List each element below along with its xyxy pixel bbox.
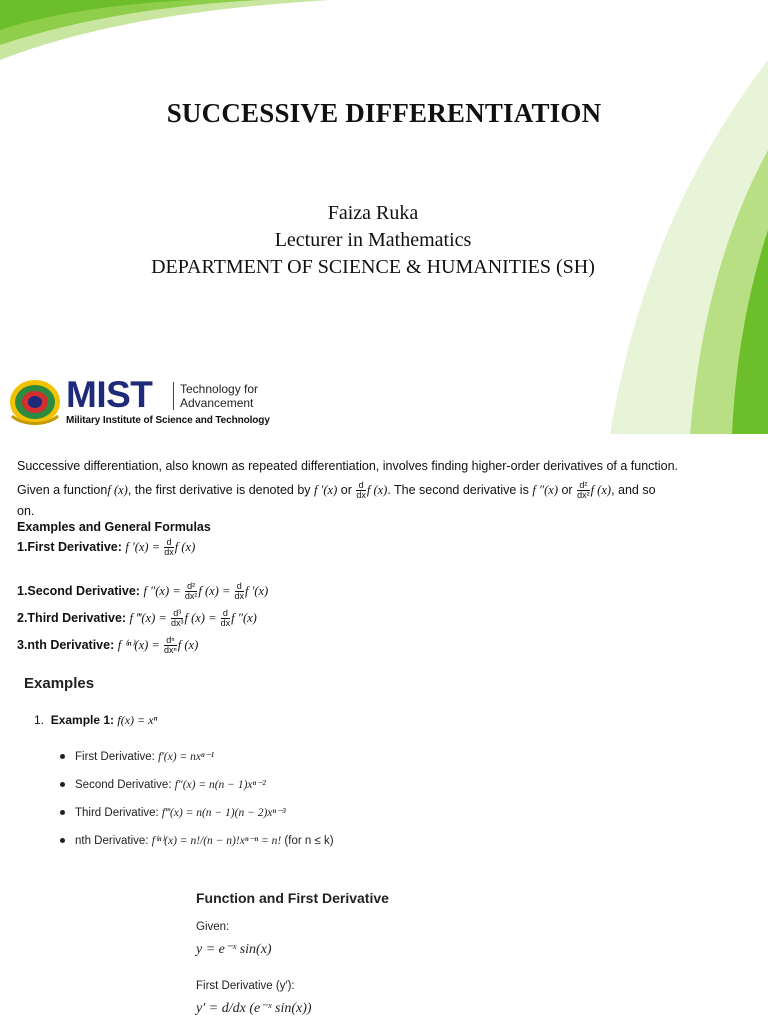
frac-num: d² — [185, 582, 198, 592]
mist-logo — [8, 374, 278, 430]
frac-den: dx — [234, 591, 245, 601]
bullet-item — [60, 743, 334, 771]
intro-math: f (x) — [107, 483, 128, 497]
intro-fraction — [356, 481, 366, 500]
intro-text: or — [337, 483, 356, 497]
bullet-dot-icon — [60, 754, 65, 759]
logo-full-name: Military Institute of Science and Technology — [66, 415, 270, 426]
example-1 — [34, 713, 157, 728]
frac-num: d³ — [171, 609, 184, 619]
mist-emblem-icon — [8, 376, 62, 428]
given-label: Given: — [196, 921, 230, 933]
intro-fraction — [577, 481, 590, 500]
intro-math: f ″(x) — [532, 483, 558, 497]
formula-math: f ‴(x) = — [129, 610, 170, 625]
formula-math: f ′(x) — [245, 583, 269, 598]
bullet-dot-icon — [60, 810, 65, 815]
formula-math: f (x) — [177, 637, 199, 652]
formula-fraction — [164, 538, 174, 557]
example-expr: f(x) = xⁿ — [117, 713, 158, 727]
formula-second — [17, 582, 268, 601]
frac-num: dⁿ — [164, 636, 177, 646]
bullet-label: Second Derivative: — [75, 779, 175, 791]
bullet-dot-icon — [60, 838, 65, 843]
formula-third — [17, 609, 257, 628]
bullet-item — [60, 827, 334, 855]
examples-heading: Examples and General Formulas — [17, 520, 211, 534]
frac-den: dx³ — [170, 618, 184, 628]
bullet-label: Third Derivative: — [75, 807, 162, 819]
formula-first — [17, 538, 195, 557]
example-label: Example 1: — [50, 713, 118, 727]
formula-math: f (x) — [174, 539, 196, 554]
bullet-expr: f‴(x) = n(n − 1)(n − 2)xⁿ⁻³ — [161, 807, 286, 819]
first-derivative-label: First Derivative (y′): — [196, 980, 295, 992]
intro-text: or — [558, 483, 577, 497]
intro-text: . The second derivative is — [387, 483, 533, 497]
logo-divider — [173, 382, 174, 410]
frac-den: dx — [356, 490, 366, 501]
intro-math: f (x) — [590, 483, 612, 497]
formula-math: f ″(x) = — [143, 583, 184, 598]
author-role: Lecturer in Mathematics — [274, 229, 472, 251]
formula-fraction — [185, 582, 198, 601]
intro-line-1: Successive differentiation, also known as repeated differentiation, involves finding higher-order derivatives of a function. — [17, 459, 679, 473]
formula-fraction — [235, 582, 245, 601]
formula-math: f ⁽ⁿ⁾(x) = — [117, 637, 163, 652]
intro-text: , the first derivative is denoted by — [127, 483, 315, 497]
frac-den: dx — [220, 618, 231, 628]
bullet-suffix: (for n ≤ k) — [281, 835, 334, 847]
formula-label: 3.nth Derivative: — [17, 637, 118, 652]
author-name: Faiza Ruka — [327, 202, 419, 224]
formula-fraction — [164, 636, 177, 655]
example-number: 1. — [34, 713, 45, 727]
intro-text: Given a function — [17, 483, 108, 497]
formula-fraction — [221, 609, 231, 628]
bullet-label: nth Derivative: — [75, 835, 152, 847]
frac-num: d — [356, 481, 366, 491]
given-expression: y = e⁻ˣ sin(x) — [196, 942, 272, 957]
bullet-label: First Derivative: — [75, 751, 159, 763]
first-derivative-expression: y′ = d/dx (e⁻ˣ sin(x)) — [196, 1001, 312, 1016]
formula-label: 1.Second Derivative: — [17, 583, 144, 598]
formula-math: f ′(x) = — [125, 539, 164, 554]
frac-den: dxⁿ — [163, 645, 177, 655]
intro-line-3: on. — [17, 504, 35, 518]
slide-title: SUCCESSIVE DIFFERENTIATION — [166, 98, 602, 128]
logo-tagline-1: Technology for — [180, 382, 259, 396]
frac-num: d — [164, 538, 174, 548]
frac-den: dx² — [184, 591, 198, 601]
intro-math: f (x) — [366, 483, 388, 497]
frac-num: d² — [577, 481, 590, 491]
formula-label: 2.Third Derivative: — [17, 610, 130, 625]
derivative-bullet-list — [60, 743, 334, 855]
logo-tagline-2: Advancement — [180, 396, 254, 410]
formula-math: f (x) = — [184, 610, 220, 625]
intro-line-2 — [17, 480, 757, 500]
bullet-dot-icon — [60, 782, 65, 787]
title-slide — [0, 0, 768, 434]
frac-den: dx — [164, 547, 174, 557]
formula-label: 1.First Derivative: — [17, 539, 126, 554]
function-section-title: Function and First Derivative — [196, 890, 389, 906]
bullet-expr: f″(x) = n(n − 1)xⁿ⁻² — [174, 779, 266, 791]
formula-math: f (x) = — [198, 583, 234, 598]
formula-nth — [17, 636, 198, 655]
examples-title: Examples — [24, 675, 95, 692]
formula-fraction — [171, 609, 184, 628]
department: DEPARTMENT OF SCIENCE & HUMANITIES (SH) — [151, 256, 595, 278]
intro-math: f ′(x) — [314, 483, 338, 497]
bullet-item — [60, 771, 334, 799]
formula-math: f ″(x) — [231, 610, 257, 625]
intro-text: , and so — [611, 483, 656, 497]
bullet-expr: f′(x) = nxⁿ⁻¹ — [158, 751, 215, 763]
frac-den: dx² — [577, 490, 590, 501]
bullet-item — [60, 799, 334, 827]
frac-num: d — [221, 609, 231, 619]
logo-brand: MIST — [66, 374, 153, 415]
bullet-expr: f⁽ⁿ⁾(x) = n!/(n − n)!xⁿ⁻ⁿ = n! — [151, 835, 282, 847]
frac-num: d — [235, 582, 245, 592]
